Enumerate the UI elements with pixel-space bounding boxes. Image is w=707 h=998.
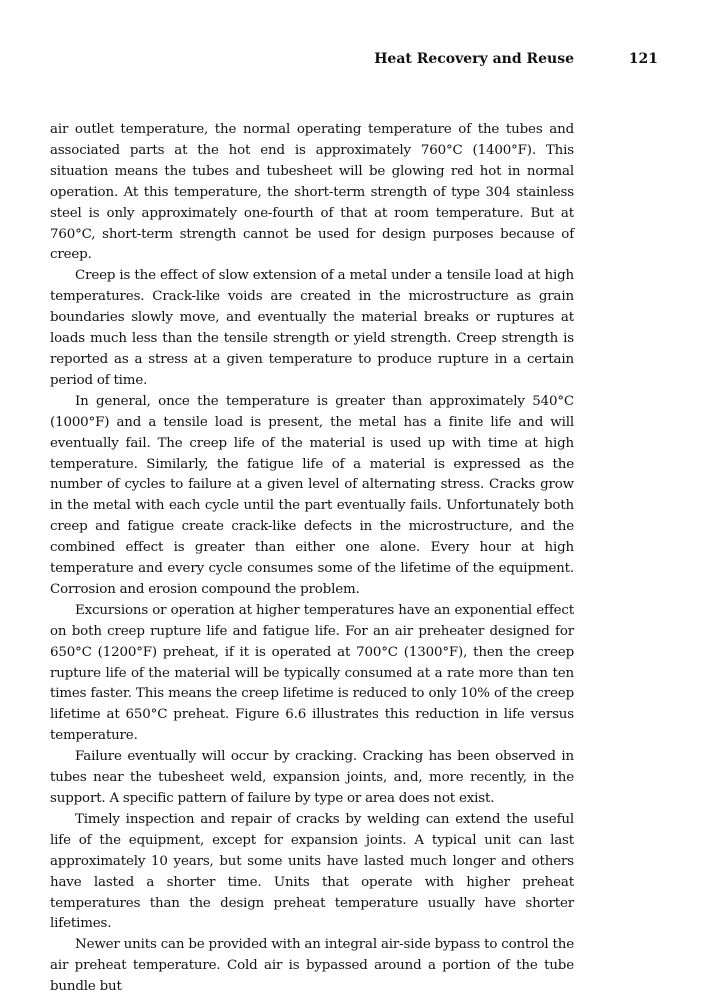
paragraph-excursions: Excursions or operation at higher temperatures have an exponential effect on both creep rupture life and fatigue life. For an air preheater designed for 650°C (1200°F) preheat, if it is operated at 700°C (1300°F), then the creep rupture life of the material will be typically consumed at a rate more than ten times faster. This means the creep lifetime is reduced to only 10% of the creep lifetime at 650°C preheat. Figure 6.6 illustrates this reduction in life versus temperature.	[50, 602, 574, 744]
paragraph-finite-life: In general, once the temperature is greater than approximately 540°C (1000°F) and a tensile load is present, the metal has a finite life and will eventually fail. The creep life of the material is used up with time at high temperature. Similarly, the fatigue life of a material is expressed as the number of cycles to failure at a given level of alternating stress. Cracks grow in the metal with each cycle until the part eventually fails. Unfortunately both creep and fatigue create crack-like defects in the microstructure, and the combined effect is greater than either one alone. Every hour at high temperature and every cycle consumes some of the lifetime of the equipment. Corrosion and erosion compound the problem.	[50, 393, 574, 597]
paragraph-continued: air outlet temperature, the normal operating temperature of the tubes and associated parts at the hot end is approximately 760°C (1400°F). This situation means the tubes and tubesheet will be glowing red hot in normal operation. At this temperature, the short-term strength of type 304 stainless steel is only approximately one-fourth of that at room temperature. But at 760°C, short-term strength cannot be used for design purposes because of creep.	[50, 122, 574, 263]
paragraph-failure-cracking: Failure eventually will occur by cracking. Cracking has been observed in tubes near the tubesheet weld, expansion joints, and, more recently, in the support. A specific pattern of failure by type or area does not exist.	[50, 749, 574, 806]
paragraph-bypass: Newer units can be provided with an integral air-side bypass to control the air preheat temperature. Cold air is bypassed around a portion of the tube bundle but	[50, 937, 574, 995]
paragraph-inspection-repair: Timely inspection and repair of cracks by welding can extend the useful life of the equipment, except for expansion joints. A typical unit can last approximately 10 years, but some units have lasted much longer and others have lasted a shorter time. Units that operate with higher preheat temperatures than the design preheat temperature usually have shorter lifetimes.	[50, 811, 574, 932]
paragraph-creep-definition: Creep is the effect of slow extension of a metal under a tensile load at high temperatures. Crack-like voids are created in the microstructure as grain boundaries slowly move, and eventually the material breaks or ruptures at loads much less than the tensile strength or yield strength. Creep strength is reported as a stress at a given temperature to produce rupture in a certain period of time.	[50, 268, 574, 388]
running-title: Heat Recovery and Reuse	[374, 51, 574, 67]
running-header	[50, 49, 658, 69]
page-number: 121	[628, 51, 658, 67]
body-text	[50, 120, 574, 998]
